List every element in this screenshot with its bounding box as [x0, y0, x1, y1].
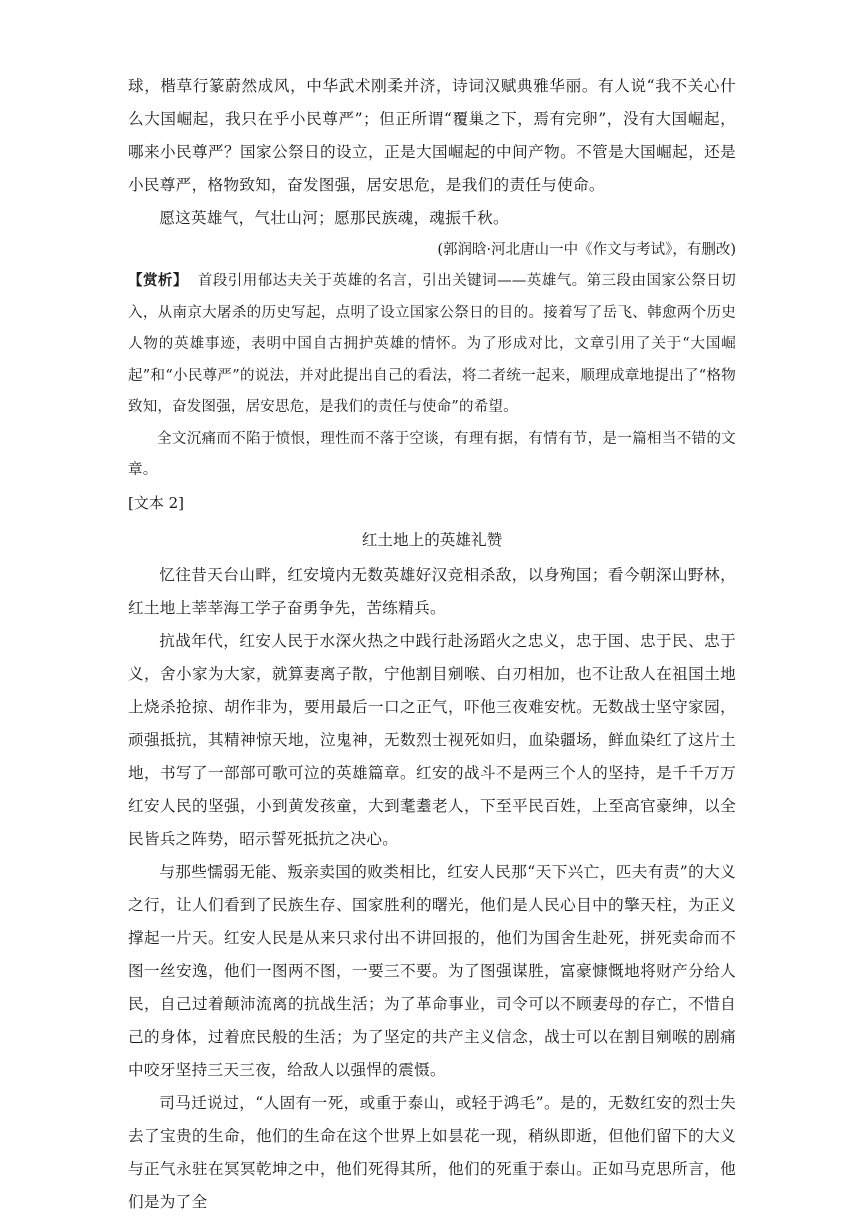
essay-paragraph: 抗战年代，红安人民于水深火热之中践行赴汤蹈火之忠义，忠于国、忠于民、忠于义，舍小家为大家，就算妻离子散，宁他割目剜喉、白刃相加，也不让敌人在祖国土地上烧杀抢掠、胡作非为，要用最后一口之正气，吓他三夜难安枕。无数战士坚守家园，顽强抵抗，其精神惊天地，泣鬼神，无数烈士视死如归，血染疆场，鲜血染红了这片土地，书写了一部部可歌可泣的英雄篇章。红安的战斗不是两三个人的坚持，是千千万万红安人民的坚强，小到黄发孩童，大到耄耋老人，下至平民百姓，上至高官豪绅，以全民皆兵之阵势，昭示誓死抵抗之决心。 — [128, 631, 736, 848]
text2-label: [文本 2] — [128, 493, 185, 512]
essay-paragraph: 忆往昔天台山畔，红安境内无数英雄好汉竞相杀敌，以身殉国；看今朝深山野林，红土地上莘莘海工学子奋勇争先，苦练精兵。 — [128, 565, 736, 617]
text2-section — [128, 487, 736, 1219]
analysis-section — [128, 265, 736, 487]
analysis-conclusion: 全文沉痛而不陷于愤恨，理性而不落于空谈，有理有据，有情有节，是一篇相当不错的文章。 — [128, 430, 736, 478]
analysis-text: 首段引用郁达夫关于英雄的名言，引出关键词——英雄气。第三段由国家公祭日切入，从南京大屠杀的历史写起，点明了设立国家公祭日的目的。接着写了岳飞、韩愈两个历史人物的英雄事迹，表明中国自古拥护英雄的情怀。为了形成对比，文章引用了关于“大国崛起”和“小民尊严”的说法，并对此提出自己的看法，将二者统一起来，顺理成章地提出了“格物致知，奋发图强，居安思危，是我们的责任与使命”的希望。 — [128, 273, 736, 415]
essay-paragraph: 司马迁说过，“人固有一死，或重于泰山，或轻于鸿毛”。是的，无数红安的烈士失去了宝贵的生命，他们的生命在这个世界上如昙花一现，稍纵即逝，但他们留下的大义与正气永驻在冥冥乾坤之中，他们死得其所，他们的死重于泰山。正如马克思所言，他们是为了全 — [128, 1093, 736, 1211]
text1-ending — [128, 70, 736, 265]
analysis-paragraph — [128, 265, 736, 424]
essay-title: 红土地上的英雄礼赞 — [361, 530, 503, 549]
essay-paragraph: 与那些懦弱无能、叛亲卖国的败类相比，红安人民那“天下兴亡，匹夫有责”的大义之行，让人们看到了民族生存、国家胜利的曙光，他们是人民心目中的擎天柱，为正义撑起一片天。红安人民是从来只求付出不讲回报的，他们为国舍生赴死，拼死卖命而不图一丝安逸，他们一图两不图，一要三不要。为了图强谋胜，富豪慷慨地将财产分给人民，自己过着颠沛流离的抗战生活；为了革命事业，司令可以不顾妻母的存亡，不惜自己的身体，过着庶民般的生活；为了坚定的共产主义信念，战士可以在割目剜喉的剧痛中咬牙坚持三天三夜，给敌人以强悍的震慑。 — [128, 862, 736, 1079]
text1-source-citation: (郭润晗·河北唐山一中《作文与考试》，有删改) — [437, 242, 736, 258]
text1-paragraph: 球，楷草行篆蔚然成风，中华武术刚柔并济，诗词汉赋典雅华丽。有人说“我不关心什么大国崛起，我只在乎小民尊严”；但正所谓“覆巢之下，焉有完卵”，没有大国崛起，哪来小民尊严？国家公祭日的设立，正是大国崛起的中间产物。不管是大国崛起，还是小民尊严，格物致知，奋发图强，居安思危，是我们的责任与使命。 — [128, 77, 736, 194]
analysis-tag: 【赏析】 — [128, 272, 188, 289]
text1-closing-paragraph: 愿这英雄气，气壮山河；愿那民族魂，魂振千秋。 — [159, 209, 509, 227]
document-page — [128, 70, 736, 1219]
